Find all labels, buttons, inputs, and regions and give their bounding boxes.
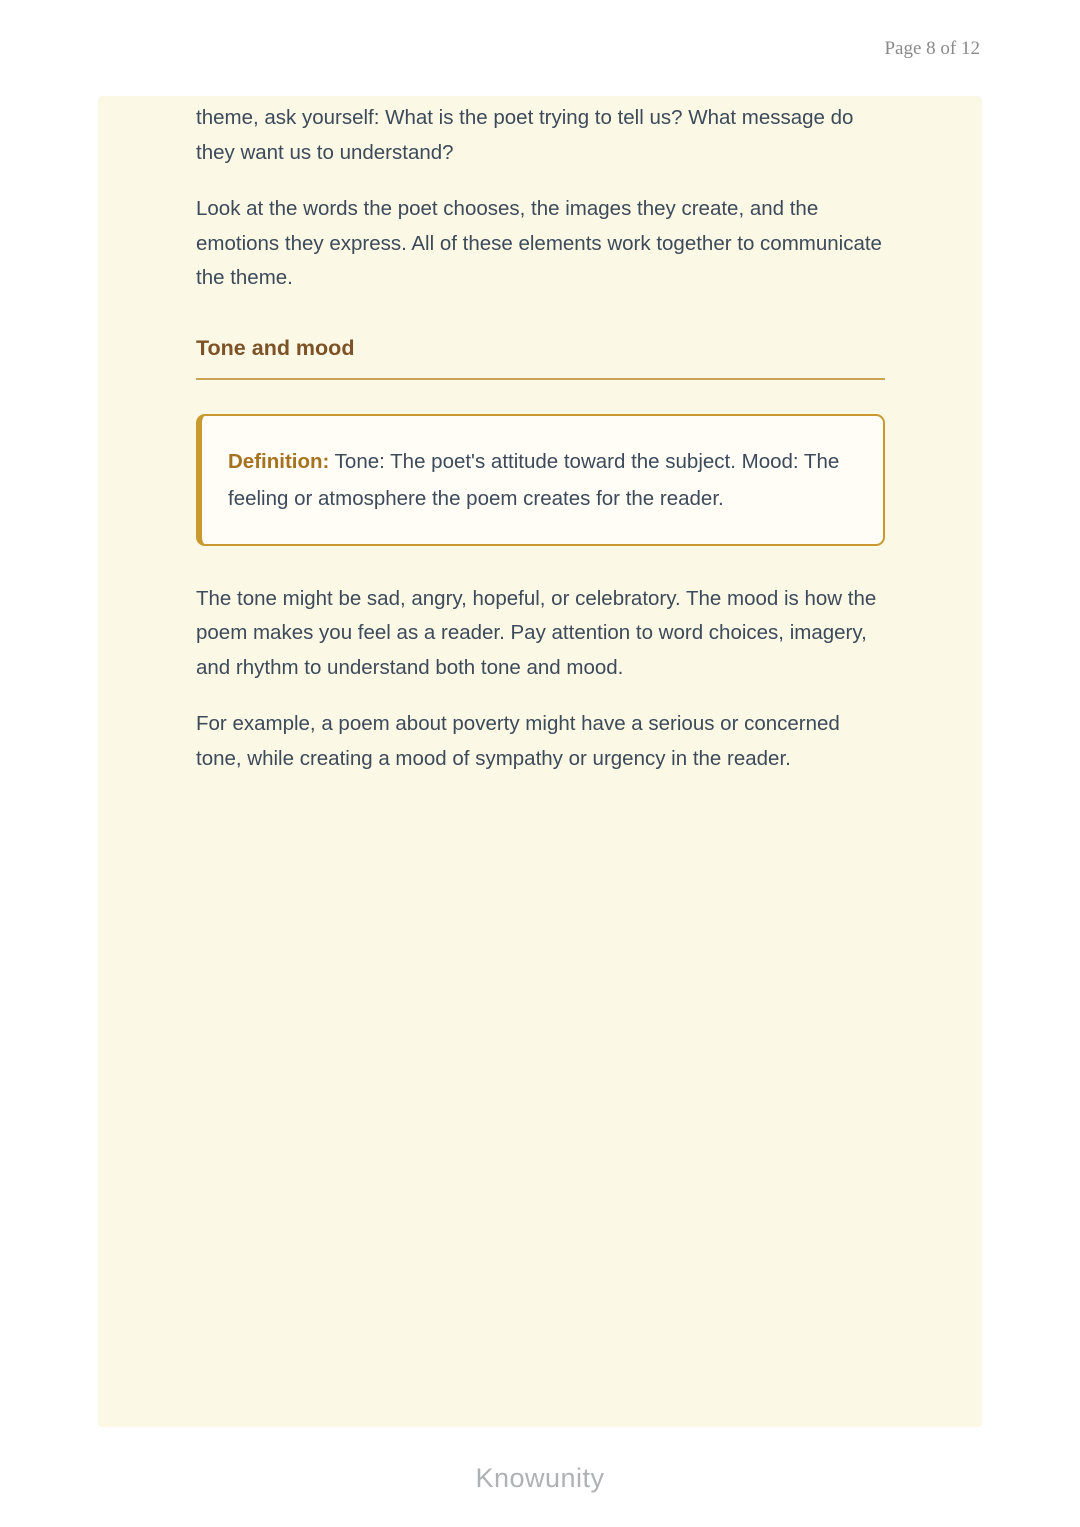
paragraph-tone-might-be: The tone might be sad, angry, hopeful, or celebratory. The mood is how the poem makes you feel as a reader. Pay attention to word choices, imagery, and rhythm to understand both tone and mood. bbox=[196, 586, 877, 679]
paragraph-theme-continuation: theme, ask yourself: What is the poet trying to tell us? What message do they want us to understand? bbox=[196, 106, 854, 164]
definition-body bbox=[228, 443, 853, 517]
paragraph-look-at-words: Look at the words the poet chooses, the images they create, and the emotions they express. All of these elements work together to communicate the theme. bbox=[196, 197, 882, 289]
footer-brand-knowunity: Knowunity bbox=[475, 1463, 605, 1493]
definition-callout-box bbox=[196, 414, 885, 546]
paragraph-for-example: For example, a poem about poverty might have a serious or concerned tone, while creating a mood of sympathy or urgency in the reader. bbox=[196, 712, 840, 770]
page-number-indicator: Page 8 of 12 bbox=[884, 38, 980, 59]
section-heading-tone-and-mood: Tone and mood bbox=[196, 335, 355, 360]
definition-label: Definition: bbox=[228, 449, 330, 473]
document-content-sheet bbox=[98, 96, 982, 1427]
heading-underline-rule bbox=[196, 378, 885, 380]
definition-text: Tone: The poet's attitude toward the subject. Mood: The feeling or atmosphere the poem creates for the reader. bbox=[228, 449, 840, 510]
